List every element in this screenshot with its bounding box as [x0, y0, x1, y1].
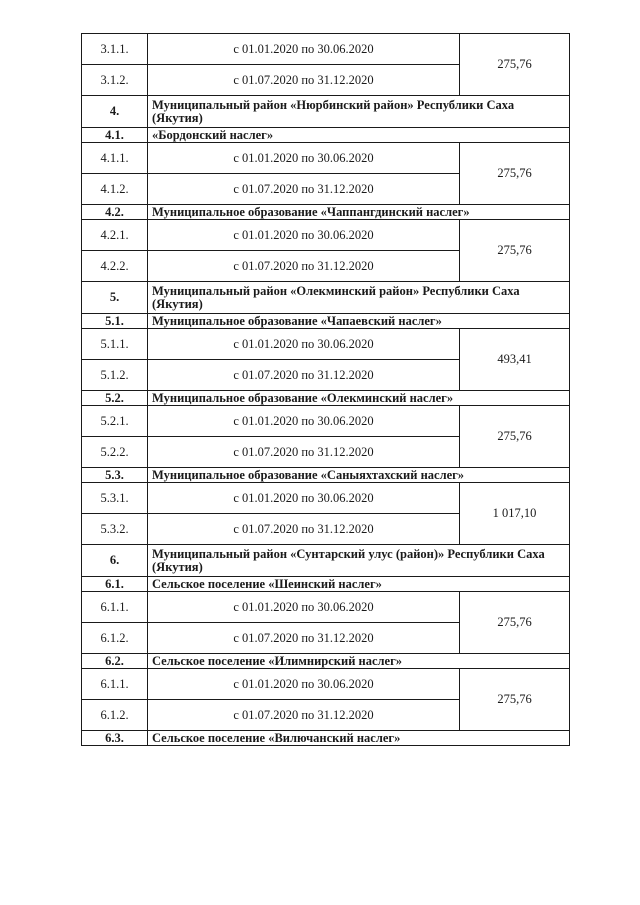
period-cell: с 01.01.2020 по 30.06.2020: [148, 669, 460, 700]
tariff-value: 275,76: [460, 406, 570, 468]
row-number: 6.: [82, 545, 148, 577]
row-number: 5.2.1.: [82, 406, 148, 437]
row-number: 6.1.2.: [82, 623, 148, 654]
tariff-value: 275,76: [460, 143, 570, 205]
period-row: [82, 220, 570, 251]
section-row: [82, 391, 570, 406]
period-cell: с 01.01.2020 по 30.06.2020: [148, 406, 460, 437]
period-cell: с 01.07.2020 по 31.12.2020: [148, 514, 460, 545]
period-cell: с 01.01.2020 по 30.06.2020: [148, 329, 460, 360]
row-number: 5.1.: [82, 314, 148, 329]
section-row: [82, 205, 570, 220]
period-cell: с 01.01.2020 по 30.06.2020: [148, 592, 460, 623]
section-row: [82, 128, 570, 143]
tariff-value: 275,76: [460, 592, 570, 654]
row-number: 5.1.2.: [82, 360, 148, 391]
period-row: [82, 329, 570, 360]
section-title: Муниципальный район «Нюрбинский район» Республики Саха (Якутия): [148, 96, 570, 128]
tariff-value: 275,76: [460, 34, 570, 96]
section-row: [82, 282, 570, 314]
period-cell: с 01.07.2020 по 31.12.2020: [148, 360, 460, 391]
row-number: 4.1.: [82, 128, 148, 143]
period-cell: с 01.07.2020 по 31.12.2020: [148, 623, 460, 654]
section-title: Муниципальный район «Олекминский район» Республики Саха (Якутия): [148, 282, 570, 314]
period-cell: с 01.01.2020 по 30.06.2020: [148, 143, 460, 174]
row-number: 4.1.1.: [82, 143, 148, 174]
section-row: [82, 468, 570, 483]
row-number: 6.1.1.: [82, 669, 148, 700]
section-row: [82, 654, 570, 669]
tariff-value: 275,76: [460, 669, 570, 731]
section-row: [82, 731, 570, 746]
tariff-value: 275,76: [460, 220, 570, 282]
row-number: 6.3.: [82, 731, 148, 746]
period-row: [82, 592, 570, 623]
row-number: 3.1.2.: [82, 65, 148, 96]
section-title: Сельское поселение «Шеинский наслег»: [148, 577, 570, 592]
section-title: Муниципальное образование «Саныяхтахский наслег»: [148, 468, 570, 483]
row-number: 4.2.2.: [82, 251, 148, 282]
period-cell: с 01.07.2020 по 31.12.2020: [148, 437, 460, 468]
row-number: 5.2.: [82, 391, 148, 406]
section-title: Муниципальный район «Сунтарский улус (район)» Республики Саха (Якутия): [148, 545, 570, 577]
section-title: Сельское поселение «Илимнирский наслег»: [148, 654, 570, 669]
row-number: 5.2.2.: [82, 437, 148, 468]
row-number: 6.1.2.: [82, 700, 148, 731]
period-cell: с 01.01.2020 по 30.06.2020: [148, 34, 460, 65]
row-number: 4.: [82, 96, 148, 128]
tariff-document: [81, 33, 569, 746]
row-number: 6.2.: [82, 654, 148, 669]
section-row: [82, 545, 570, 577]
row-number: 4.2.1.: [82, 220, 148, 251]
row-number: 6.1.: [82, 577, 148, 592]
period-cell: с 01.07.2020 по 31.12.2020: [148, 700, 460, 731]
section-title: Муниципальное образование «Чапаевский наслег»: [148, 314, 570, 329]
row-number: 3.1.1.: [82, 34, 148, 65]
period-row: [82, 669, 570, 700]
row-number: 5.3.2.: [82, 514, 148, 545]
period-cell: с 01.01.2020 по 30.06.2020: [148, 220, 460, 251]
period-cell: с 01.07.2020 по 31.12.2020: [148, 174, 460, 205]
section-title: «Бордонский наслег»: [148, 128, 570, 143]
tariff-table-body: [82, 34, 570, 746]
section-title: Сельское поселение «Вилючанский наслег»: [148, 731, 570, 746]
section-row: [82, 577, 570, 592]
section-title: Муниципальное образование «Чаппангдинский наслег»: [148, 205, 570, 220]
row-number: 6.1.1.: [82, 592, 148, 623]
row-number: 5.3.: [82, 468, 148, 483]
period-row: [82, 483, 570, 514]
period-row: [82, 406, 570, 437]
period-cell: с 01.07.2020 по 31.12.2020: [148, 65, 460, 96]
tariff-value: 1 017,10: [460, 483, 570, 545]
row-number: 5.3.1.: [82, 483, 148, 514]
section-row: [82, 96, 570, 128]
period-row: [82, 34, 570, 65]
row-number: 4.2.: [82, 205, 148, 220]
row-number: 5.1.1.: [82, 329, 148, 360]
tariff-table: [81, 33, 570, 746]
section-row: [82, 314, 570, 329]
tariff-value: 493,41: [460, 329, 570, 391]
period-cell: с 01.01.2020 по 30.06.2020: [148, 483, 460, 514]
row-number: 4.1.2.: [82, 174, 148, 205]
period-cell: с 01.07.2020 по 31.12.2020: [148, 251, 460, 282]
section-title: Муниципальное образование «Олекминский наслег»: [148, 391, 570, 406]
period-row: [82, 143, 570, 174]
row-number: 5.: [82, 282, 148, 314]
